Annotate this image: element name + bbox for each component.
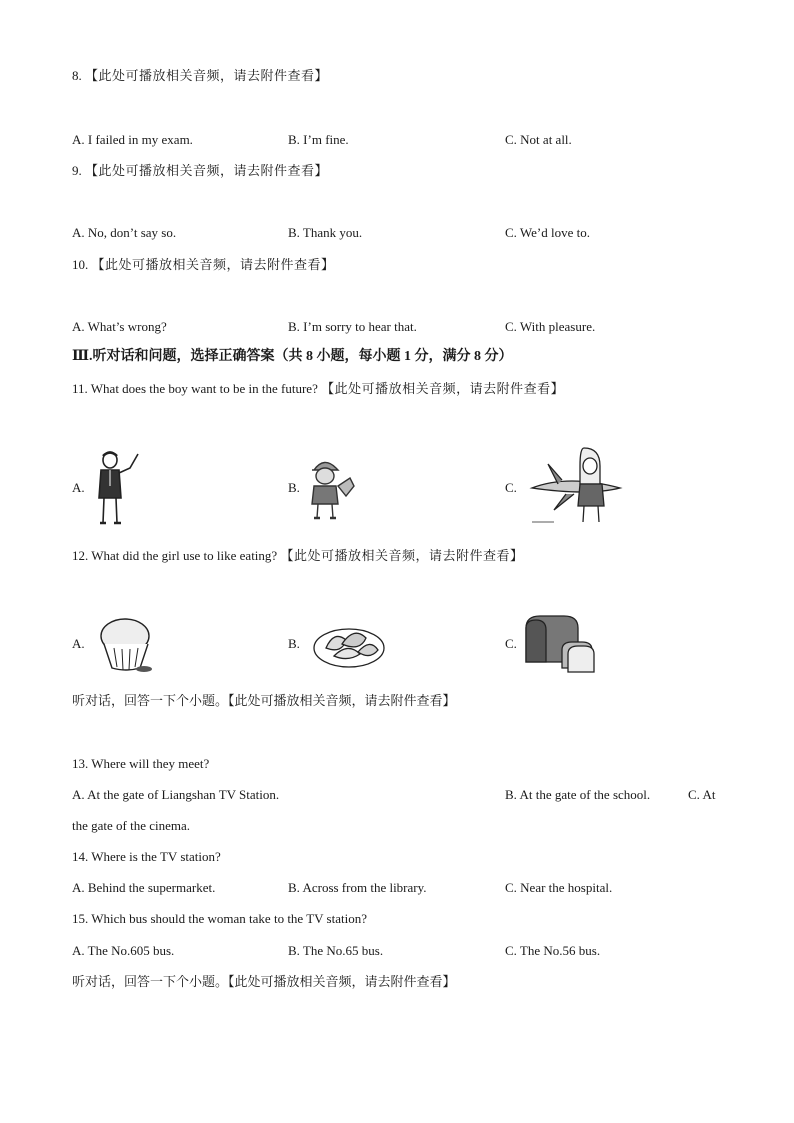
audio-note[interactable]: 【此处可播放相关音频，请去附件查看】 [91, 257, 335, 272]
question-15: 15. Which bus should the woman take to the TV station? [72, 911, 367, 926]
option-b: B. Across from the library. [288, 880, 427, 895]
option-a: A. No, don’t say so. [72, 225, 177, 240]
option-b: B. The No.65 bus. [288, 943, 384, 958]
question-text: 11. What does the boy want to be in the future? [72, 381, 318, 396]
option-c-label: C. [505, 480, 517, 495]
teacher-icon[interactable] [92, 446, 142, 526]
question-number: 8. [72, 68, 82, 83]
option-b-label: B. [288, 636, 300, 651]
option-b: B. I’m fine. [288, 132, 349, 147]
question-text: 12. What did the girl use to like eating? [72, 548, 278, 563]
section-title: Ⅲ.听对话和问题，选择正确答案（共 8 小题，每小题 1 分，满分 8 分） [72, 349, 513, 364]
dialogue-instruction[interactable]: 听对话，回答一下个小题。【此处可播放相关音频，请去附件查看】 [72, 974, 456, 989]
option-c-continued: the gate of the cinema. [72, 818, 191, 833]
option-a: A. Behind the supermarket. [72, 880, 216, 895]
option-a: A. What’s wrong? [72, 319, 167, 334]
worker-icon[interactable] [306, 456, 358, 520]
option-a: A. The No.605 bus. [72, 943, 175, 958]
question-13: 13. Where will they meet? [72, 756, 210, 771]
question-9 [72, 163, 328, 179]
option-c: C. Not at all. [505, 132, 572, 147]
option-b-label: B. [288, 480, 300, 495]
pilot-icon[interactable] [528, 444, 626, 526]
option-b: B. At the gate of the school. [505, 787, 651, 802]
dumplings-icon[interactable] [312, 618, 388, 670]
option-c: C. The No.56 bus. [505, 943, 601, 958]
bread-icon[interactable] [522, 610, 596, 674]
audio-note[interactable]: 【此处可播放相关音频，请去附件查看】 [85, 163, 329, 178]
question-12 [72, 548, 523, 564]
option-c-label: C. [505, 636, 517, 651]
question-number: 10. [72, 257, 89, 272]
option-a-label: A. [72, 636, 85, 651]
question-8 [72, 68, 328, 84]
dialogue-instruction[interactable]: 听对话，回答一下个小题。【此处可播放相关音频，请去附件查看】 [72, 693, 456, 708]
option-b: B. Thank you. [288, 225, 363, 240]
audio-note[interactable]: 【此处可播放相关音频，请去附件查看】 [280, 548, 524, 563]
question-10 [72, 257, 335, 273]
option-a: A. At the gate of Liangshan TV Station. [72, 787, 280, 802]
audio-note[interactable]: 【此处可播放相关音频，请去附件查看】 [321, 381, 565, 396]
option-a: A. I failed in my exam. [72, 132, 193, 147]
question-11 [72, 381, 564, 397]
audio-note[interactable]: 【此处可播放相关音频，请去附件查看】 [85, 68, 329, 83]
option-c: C. Near the hospital. [505, 880, 613, 895]
option-c: C. We’d love to. [505, 225, 591, 240]
option-a-label: A. [72, 480, 85, 495]
question-14: 14. Where is the TV station? [72, 849, 221, 864]
muffin-icon[interactable] [96, 614, 156, 674]
option-c: C. At [688, 787, 716, 802]
option-c: C. With pleasure. [505, 319, 596, 334]
option-b: B. I’m sorry to hear that. [288, 319, 417, 334]
question-number: 9. [72, 163, 82, 178]
